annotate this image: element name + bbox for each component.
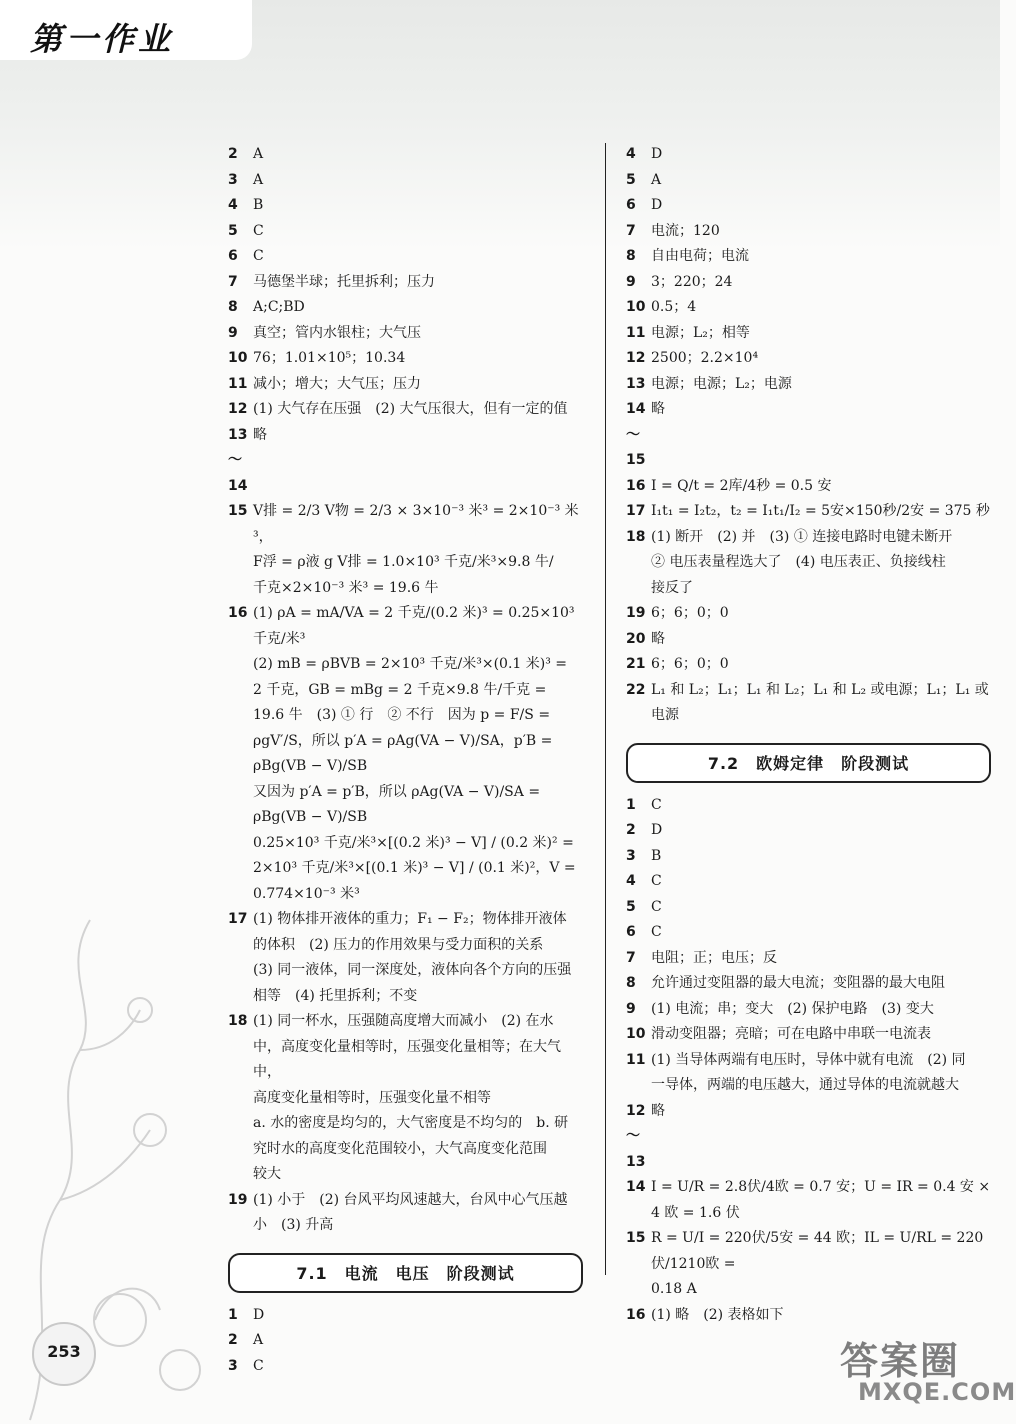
answer-item-22: 22 L₁ 和 L₂；L₁；L₁ 和 L₂；L₁ 和 L₂ 或电源；L₁；L₁ 或 xyxy=(626,681,989,698)
answer-text: 略 xyxy=(651,630,665,647)
answer-number: 9 xyxy=(626,1000,636,1017)
answer-text: D xyxy=(253,1306,265,1323)
answer-item xyxy=(228,244,583,270)
answer-number: 5 xyxy=(626,898,636,915)
section-heading-7-2: 7.2 欧姆定律 阶段测试 xyxy=(626,743,991,783)
answer-line: F浮 = ρ液 g V排 = 1.0×10³ 千克/米³×9.8 牛/ xyxy=(253,554,554,570)
answer-number: 12～13 xyxy=(626,1102,646,1170)
answer-text: (1) 大气存在压强 (2) 大气压很大，但有一定的值 xyxy=(253,401,568,417)
answer-line: 19.6 牛 (3) ① 行 ② 不行 因为 p = F/S = xyxy=(253,707,551,723)
answer-item xyxy=(626,971,991,997)
answer-text: A;C;BD xyxy=(253,299,305,315)
answer-item xyxy=(626,601,991,627)
section-heading-7-1: 7.1 电流 电压 阶段测试 xyxy=(228,1253,583,1293)
answer-line: (3) 同一液体，同一深度处，液体向各个方向的压强 xyxy=(253,962,572,978)
answer-item xyxy=(626,1099,991,1176)
answer-text: 3；220；24 xyxy=(651,273,733,290)
answer-text: I₁t₁ = I₂t₂，t₂ = I₁t₁/I₂ = 5安×150秒/2安 = 375 秒 xyxy=(651,503,990,519)
answer-number: 9 xyxy=(228,324,238,341)
answer-text: 真空；管内水银柱；大气压 xyxy=(253,324,421,341)
answer-number: 6 xyxy=(626,197,636,213)
answer-item xyxy=(626,869,991,895)
answer-number: 2 xyxy=(228,1332,238,1348)
answer-item-11: 11 (1) 当导体两端有电压时，导体中就有电流 (2) 同 xyxy=(626,1051,966,1068)
answer-line: 小 (3) 升高 xyxy=(253,1217,334,1233)
answer-line: 0.774×10⁻³ 米³ xyxy=(253,885,360,902)
answer-number: 5 xyxy=(626,171,636,188)
answer-text: 略 xyxy=(651,401,665,417)
answer-number: 21 xyxy=(626,656,646,672)
answer-item xyxy=(626,474,991,500)
answer-item-19: 19 (1) 小于 (2) 台风平均风速越大，台风中心气压越 xyxy=(228,1191,568,1208)
answer-number: 1 xyxy=(626,796,636,813)
answer-line: 又因为 p′A = p′B，所以 ρAg(VA − V)/SA = ρBg(VB − V)/SB xyxy=(253,783,541,825)
answer-item xyxy=(626,895,991,921)
answer-number: 10 xyxy=(228,350,248,366)
answer-item xyxy=(626,627,991,653)
answer-item-18: 18 (1) 同一杯水，压强随高度增大而减小 (2) 在水 xyxy=(228,1013,554,1029)
answer-item xyxy=(626,372,991,398)
answer-text: 6；6；0；0 xyxy=(651,605,729,621)
answer-item xyxy=(626,142,991,168)
answer-text: I = Q/t = 2库/4秒 = 0.5 安 xyxy=(651,477,832,494)
answer-item xyxy=(626,997,991,1023)
answer-text: 电阻；正；电压；反 xyxy=(651,949,777,966)
answer-item xyxy=(228,1328,583,1354)
answer-line: 接反了 xyxy=(651,579,693,596)
answer-item xyxy=(626,270,991,296)
answer-number: 9 xyxy=(626,273,636,290)
answer-line: 0.18 A xyxy=(651,1281,697,1297)
answer-text: 减小；增大；大气压；压力 xyxy=(253,375,421,392)
answer-line: a. 水的密度是均匀的，大气密度是不均匀的 b. 研 xyxy=(253,1115,569,1131)
answer-number: 12 xyxy=(626,350,646,366)
answer-number: 4 xyxy=(626,873,636,889)
answer-number: 7 xyxy=(228,273,238,290)
answer-line: 中，高度变化量相等时，压强变化量相等；在大气中， xyxy=(253,1038,561,1080)
answer-item xyxy=(228,346,583,372)
page-number: 253 xyxy=(47,1342,81,1361)
answer-item xyxy=(228,168,583,194)
answer-item xyxy=(228,423,583,500)
answer-item-17: 17 (1) 物体排开液体的重力；F₁ − F₂；物体排开液体 xyxy=(228,911,567,927)
answer-item xyxy=(626,1022,991,1048)
answer-number: 8 xyxy=(626,975,636,991)
answer-text: B xyxy=(651,847,662,864)
answer-number: 16 xyxy=(626,477,646,494)
answer-line: 较大 xyxy=(253,1166,281,1182)
answer-item xyxy=(228,142,583,168)
answer-text: 略 xyxy=(651,1102,665,1119)
answer-item xyxy=(228,193,583,219)
answer-number: 5 xyxy=(228,222,238,239)
answer-item xyxy=(228,270,583,296)
answer-text: 滑动变阻器；亮暗；可在电路中串联一电流表 xyxy=(651,1026,931,1042)
answer-line: 电源 xyxy=(651,707,679,723)
answer-text: C xyxy=(651,796,662,813)
brand-tab xyxy=(0,0,252,60)
answer-number: 12 xyxy=(228,401,248,417)
answer-text: C xyxy=(651,898,662,915)
answer-line: 高度变化量相等时，压强变化量不相等 xyxy=(253,1089,491,1106)
answer-number: 13 xyxy=(626,375,646,392)
answer-number: 2 xyxy=(626,822,636,838)
answer-line: 究时水的高度变化范围较小，大气高度变化范围 xyxy=(253,1140,547,1157)
answer-text: C xyxy=(651,873,662,889)
answer-text: 电源；电源；L₂；电源 xyxy=(651,375,792,392)
answer-number: 6 xyxy=(228,248,238,264)
brand-logo-text: 第一作业 xyxy=(30,20,175,58)
answer-text: 2500；2.2×10⁴ xyxy=(651,350,759,366)
answer-number: 6 xyxy=(626,924,636,940)
answer-item xyxy=(228,1354,583,1380)
answer-item-14: 14 I = U/R = 2.8伏/4欧 = 0.7 安；U = IR = 0.4 安 × xyxy=(626,1179,991,1195)
answer-item xyxy=(626,818,991,844)
answer-text: 略 xyxy=(253,426,267,443)
answer-item-18: 18 (1) 断开 (2) 并 (3) ① 连接电路时电键未断开 xyxy=(626,528,953,545)
answer-item xyxy=(228,1303,583,1329)
answer-text: (1) 电流；串；变大 (2) 保护电路 (3) 变大 xyxy=(651,1000,934,1017)
answer-item-16: 16 (1) ρA = mA/VA = 2 千克/(0.2 米)³ = 0.25×10³ 千克/米³ xyxy=(228,605,575,647)
answer-item xyxy=(626,295,991,321)
answer-number: 20 xyxy=(626,630,646,647)
watermark-url: MXQE.COM xyxy=(858,1378,1016,1406)
answer-number: 11 xyxy=(626,324,646,341)
answer-number: 3 xyxy=(626,847,636,864)
answer-item xyxy=(626,397,991,474)
left-column xyxy=(228,142,583,1379)
right-column xyxy=(626,142,991,1328)
answer-text: A xyxy=(253,146,264,162)
answer-number: 11 xyxy=(228,375,248,392)
answer-item xyxy=(626,946,991,972)
answer-text: 自由电荷；电流 xyxy=(651,248,749,264)
answer-number: 17 xyxy=(626,503,646,519)
answer-number: 2 xyxy=(228,146,238,162)
answer-item xyxy=(626,793,991,819)
answer-text: D xyxy=(651,197,663,213)
answer-item xyxy=(626,321,991,347)
answer-item-15: 15 V排 = 2/3 V物 = 2/3 × 3×10⁻³ 米³ = 2×10⁻³ 米³， xyxy=(228,503,579,545)
answer-number: 8 xyxy=(626,248,636,264)
answer-number: 7 xyxy=(626,949,636,966)
answer-text: 76；1.01×10⁵；10.34 xyxy=(253,350,406,366)
answer-text: 电流；120 xyxy=(651,222,720,239)
answer-item-16: 16 (1) 略 (2) 表格如下 xyxy=(626,1306,784,1323)
answer-number: 7 xyxy=(626,222,636,239)
answer-number: 10 xyxy=(626,299,646,315)
answer-item xyxy=(626,219,991,245)
answer-text: C xyxy=(253,248,264,264)
answer-number: 3 xyxy=(228,171,238,188)
answer-line: 2 千克，GB = mBg = 2 千克×9.8 牛/千克 = xyxy=(253,681,547,698)
answer-item xyxy=(228,397,583,423)
answer-item xyxy=(626,244,991,270)
answer-line: 0.25×10³ 千克/米³×[(0.2 米)³ − V] / (0.2 米)² = xyxy=(253,834,574,851)
answer-item xyxy=(228,295,583,321)
answer-line: 千克×2×10⁻³ 米³ = 19.6 牛 xyxy=(253,579,439,596)
answer-text: C xyxy=(651,924,662,940)
answer-text: 6；6；0；0 xyxy=(651,656,729,672)
answer-text: A xyxy=(253,171,264,188)
answer-line: 的体积 (2) 压力的作用效果与受力面积的关系 xyxy=(253,936,544,953)
answer-text: C xyxy=(253,1357,264,1374)
answer-number: 4 xyxy=(228,197,238,213)
answer-item xyxy=(626,652,991,678)
answer-item xyxy=(626,499,991,525)
answer-number: 10 xyxy=(626,1026,646,1042)
answer-number: 19 xyxy=(626,605,646,621)
answer-text: A xyxy=(253,1332,264,1348)
answer-item-15: 15 R = U/I = 220伏/5安 = 44 欧；IL = U/RL = 220伏/1210欧 = xyxy=(626,1230,984,1272)
answer-number: 4 xyxy=(626,146,636,162)
answer-line: ② 电压表量程选大了 (4) 电压表正、负接线柱 xyxy=(651,554,946,570)
answer-number: 14～15 xyxy=(626,401,646,468)
answer-text: 0.5；4 xyxy=(651,299,697,315)
watermark-logo-text: 答案圈 xyxy=(840,1339,961,1383)
answer-line: ρgV′/S，所以 p′A = ρAg(VA − V)/SA，p′B = ρBg(VB − V)/SB xyxy=(253,732,553,774)
answer-item xyxy=(626,844,991,870)
answer-line: 4 欧 = 1.6 伏 xyxy=(651,1204,740,1221)
answer-number: 13～14 xyxy=(228,426,248,494)
answer-text: C xyxy=(253,222,264,239)
column-divider xyxy=(605,143,606,1275)
answer-item xyxy=(228,372,583,398)
watermark xyxy=(840,1330,1016,1420)
answer-item xyxy=(626,168,991,194)
answer-item xyxy=(228,321,583,347)
answer-number: 3 xyxy=(228,1357,238,1374)
answer-line: 一导体，两端的电压越大，通过导体的电流就越大 xyxy=(651,1077,959,1093)
answer-number: 1 xyxy=(228,1306,238,1323)
answer-item xyxy=(626,920,991,946)
page-number-badge xyxy=(32,1322,96,1386)
answer-line: (2) mB = ρBVB = 2×10³ 千克/米³×(0.1 米)³ = xyxy=(253,656,568,672)
answer-text: D xyxy=(651,822,663,838)
answer-text: 电源；L₂；相等 xyxy=(651,324,750,341)
answer-number: 8 xyxy=(228,299,238,315)
answer-item xyxy=(626,193,991,219)
answer-line: 2×10³ 千克/米³×[(0.1 米)³ − V] / (0.1 米)²，V = xyxy=(253,860,576,876)
answer-item xyxy=(626,346,991,372)
answer-text: 允许通过变阻器的最大电流；变阻器的最大电阻 xyxy=(651,975,945,991)
answer-text: 马德堡半球；托里拆利；压力 xyxy=(253,273,435,290)
answer-text: B xyxy=(253,197,264,213)
answer-line: 相等 (4) 托里拆利；不变 xyxy=(253,987,418,1004)
answer-text: D xyxy=(651,146,663,162)
answer-item xyxy=(228,219,583,245)
answer-text: A xyxy=(651,171,662,188)
